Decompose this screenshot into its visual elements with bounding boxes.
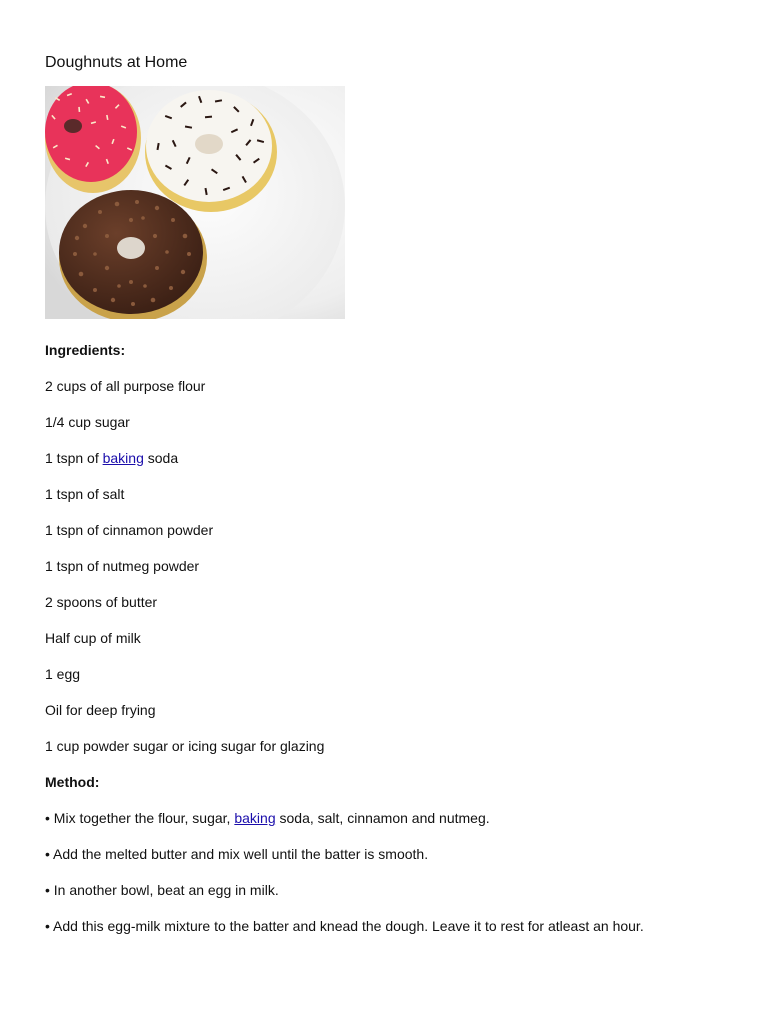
ingredient-item [45,449,735,467]
method-heading: Method: [45,774,100,790]
ingredient-item: Oil for deep frying [45,702,156,718]
ingredient-item: 1/4 cup sugar [45,414,130,430]
page-title: Doughnuts at Home [45,54,188,71]
ingredient-text: soda [143,450,179,466]
baking-link[interactable]: baking [102,450,144,466]
ingredient-item: Half cup of milk [45,630,141,646]
baking-link[interactable]: baking [234,810,276,826]
method-text: • Mix together the flour, sugar, [45,810,235,826]
ingredient-item: 1 tspn of salt [45,486,125,502]
method-step [45,809,735,827]
ingredient-item: 1 egg [45,666,81,682]
doughnuts-photo [45,86,345,319]
ingredient-item: 1 tspn of nutmeg powder [45,558,200,574]
method-step: • In another bowl, beat an egg in milk. [45,882,279,898]
ingredients-heading: Ingredients: [45,342,126,358]
method-step: • Add this egg-milk mixture to the batter and knead the dough. Leave it to rest for atleast an hour. [45,918,644,934]
ingredient-item: 1 tspn of cinnamon powder [45,522,214,538]
document-page [45,52,735,935]
method-step: • Add the melted butter and mix well until the batter is smooth. [45,846,429,862]
ingredient-item: 1 cup powder sugar or icing sugar for glazing [45,738,325,754]
method-text: soda, salt, cinnamon and nutmeg. [275,810,490,826]
ingredient-text: 1 tspn of [45,450,103,466]
ingredient-item: 2 spoons of butter [45,594,158,610]
ingredient-item: 2 cups of all purpose flour [45,378,206,394]
